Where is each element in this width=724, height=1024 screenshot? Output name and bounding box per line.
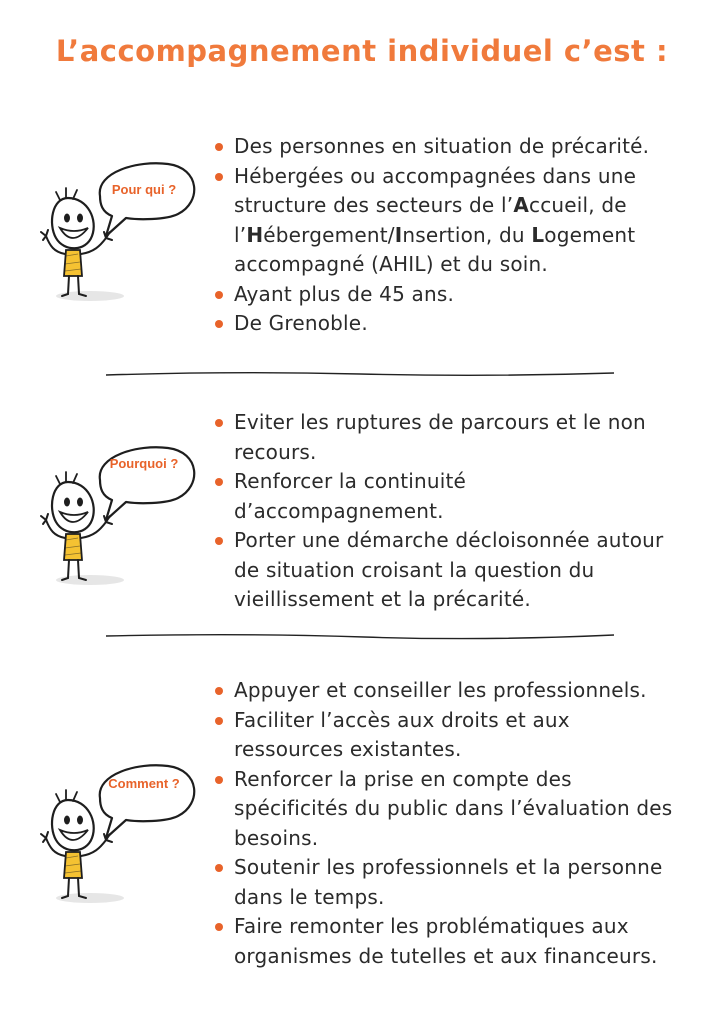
item-text: Appuyer et conseiller les professionnels.	[234, 678, 647, 702]
item-text: Renforcer la prise en compte des spécificités du public dans l’évaluation des besoins.	[234, 766, 673, 850]
bullet-icon	[215, 173, 223, 181]
item-text: Des personnes en situation de précarité.	[234, 134, 650, 158]
list-item	[212, 706, 682, 765]
list-item	[212, 467, 682, 526]
list-item	[212, 280, 682, 310]
list-item	[212, 853, 682, 912]
list-item	[212, 408, 682, 467]
bullet-icon	[215, 291, 223, 299]
bold-initial: H	[246, 222, 264, 247]
item-text: ogement accompagné (AHIL) et du soin.	[234, 222, 636, 276]
bold-initial: L	[531, 222, 545, 247]
item-text: Eviter les ruptures de parcours et le non recours.	[234, 410, 646, 464]
item-text: Porter une démarche décloisonnée autour de situation croisant la question du vieillissement et la précarité.	[234, 528, 664, 611]
page-title: L’accompagnement individuel c’est :	[55, 34, 669, 68]
item-text: De Grenoble.	[234, 311, 368, 335]
bullet-icon	[215, 687, 223, 695]
bold-initial: I	[394, 222, 403, 247]
bullet-icon	[215, 478, 223, 486]
list-pourquoi	[212, 408, 682, 615]
item-text: Renforcer la continuité d’accompagnement.	[234, 469, 467, 523]
bullet-icon	[215, 143, 223, 151]
bullet-icon	[215, 923, 223, 931]
bullet-icon	[215, 776, 223, 784]
bullet-icon	[215, 419, 223, 427]
item-text: ébergement/	[263, 222, 395, 247]
item-text: Hébergées ou accompagnées dans une structure des secteurs de l’	[234, 163, 637, 217]
list-item	[212, 765, 682, 854]
bullet-icon	[215, 537, 223, 545]
list-item	[212, 912, 682, 971]
item-text: Ayant plus de 45 ans.	[234, 281, 455, 306]
list-comment	[212, 676, 682, 971]
bullet-icon	[215, 864, 223, 872]
list-item	[212, 132, 682, 162]
item-text: Soutenir les professionnels et la personne dans le temps.	[234, 855, 663, 909]
bold-initial: A	[513, 193, 529, 217]
bullet-icon	[215, 717, 223, 725]
bubble-label: Pour qui ?	[111, 182, 177, 197]
item-text: nsertion, du	[402, 222, 532, 247]
item-text: Faire remonter les problématiques aux organismes de tutelles et aux financeurs.	[234, 914, 658, 968]
figure-pourquoi	[38, 442, 208, 602]
item-text: ccueil, de l’	[234, 193, 627, 247]
list-item	[212, 676, 682, 706]
list-item	[212, 526, 682, 615]
item-text: Faciliter l’accès aux droits et aux ressources existantes.	[234, 707, 570, 761]
list-item	[212, 162, 682, 280]
divider-1	[104, 370, 616, 378]
list-item	[212, 309, 682, 339]
divider-2	[104, 632, 616, 640]
figure-comment	[38, 760, 208, 920]
figure-pour-qui	[38, 158, 208, 318]
bullet-icon	[215, 320, 223, 328]
bubble-label: Comment ?	[108, 776, 180, 791]
bubble-label: Pourquoi ?	[109, 456, 179, 471]
list-pour-qui	[212, 132, 682, 339]
